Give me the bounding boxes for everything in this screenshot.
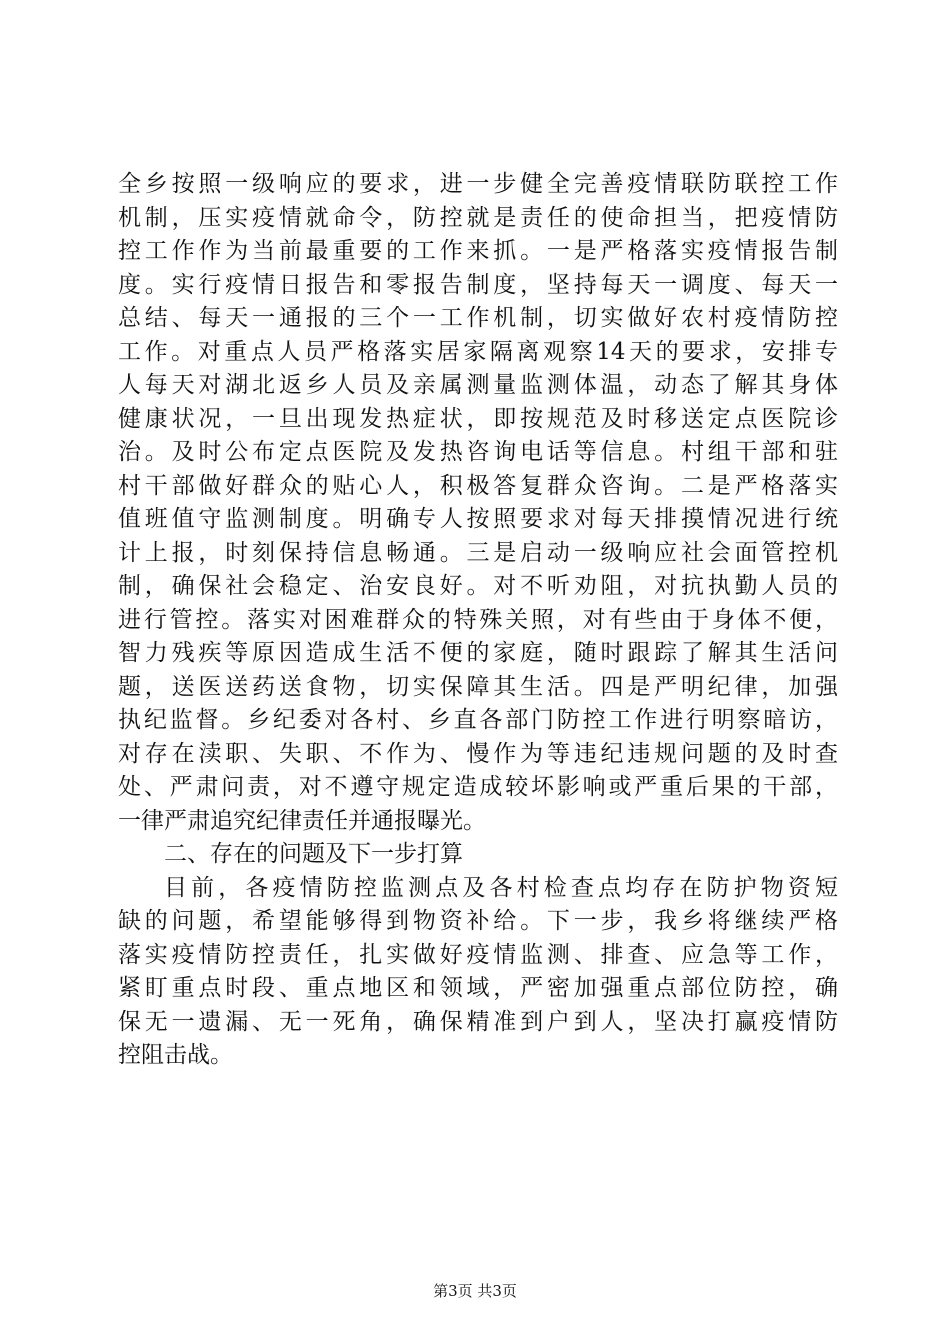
document-body: [118, 168, 838, 1073]
text-line: 紧盯重点时段、重点地区和领域，严密加强重点部位防控，确: [118, 975, 838, 1001]
text-line: 治。及时公布定点医院及发热咨询电话等信息。村组干部和驻: [118, 439, 838, 465]
text-line: 总结、每天一通报的三个一工作机制，切实做好农村疫情防控: [118, 305, 838, 331]
text-line: 制，确保社会稳定、治安良好。对不听劝阻，对抗执勤人员的: [118, 573, 838, 599]
text-line: 题，送医送药送食物，切实保障其生活。四是严明纪律，加强: [118, 673, 838, 700]
paragraph-1: [118, 168, 838, 838]
text-line: 值班值守监测制度。明确专人按照要求对每天排摸情况进行统: [118, 506, 838, 532]
text-line: 执纪监督。乡纪委对各村、乡直各部门防控工作进行明察暗访，: [118, 707, 838, 733]
text-line: 落实疫情防控责任，扎实做好疫情监测、排查、应急等工作，: [118, 941, 838, 968]
text-line: 全乡按照一级响应的要求，进一步健全完善疫情联防联控工作: [118, 171, 838, 197]
text-line: 人每天对湖北返乡人员及亲属测量监测体温，动态了解其身体: [118, 372, 838, 398]
text-line: 控工作作为当前最重要的工作来抓。一是严格落实疫情报告制: [118, 238, 838, 264]
text-line: 处、严肃问责，对不遵守规定造成较坏影响或严重后果的干部，: [118, 774, 838, 800]
text-line: 对存在渎职、失职、不作为、慢作为等违纪违规问题的及时查: [118, 740, 838, 767]
paragraph-2: [118, 872, 838, 1073]
text-line: 机制，压实疫情就命令，防控就是责任的使命担当，把疫情防: [118, 204, 838, 231]
text-line: 健康状况，一旦出现发热症状，即按规范及时移送定点医院诊: [118, 405, 838, 432]
text-line: 进行管控。落实对困难群众的特殊关照，对有些由于身体不便，: [118, 606, 838, 633]
text-line: 控阻击战。: [118, 1042, 233, 1068]
page-footer: 第3页 共3页: [433, 1282, 517, 1300]
text-line: 度。实行疫情日报告和零报告制度，坚持每天一调度、每天一: [118, 271, 838, 298]
text-line: 一律严肃追究纪律责任并通报曝光。: [118, 807, 486, 834]
text-line: 工作。对重点人员严格落实居家隔离观察14天的要求，安排专: [118, 338, 838, 365]
text-line: 村干部做好群众的贴心人，积极答复群众咨询。二是严格落实: [118, 472, 838, 499]
text-line: 缺的问题，希望能够得到物资补给。下一步，我乡将继续严格: [118, 908, 838, 934]
text-line: 保无一遗漏、无一死角，确保精准到户到人，坚决打赢疫情防: [118, 1008, 838, 1035]
text-line: 智力残疾等原因造成生活不便的家庭，随时跟踪了解其生活问: [118, 640, 838, 666]
text-line: 目前，各疫情防控监测点及各村检查点均存在防护物资短: [164, 874, 838, 901]
section-heading: 二、存在的问题及下一步打算: [164, 841, 463, 867]
text-line: 计上报，时刻保持信息畅通。三是启动一级响应社会面管控机: [118, 539, 838, 566]
